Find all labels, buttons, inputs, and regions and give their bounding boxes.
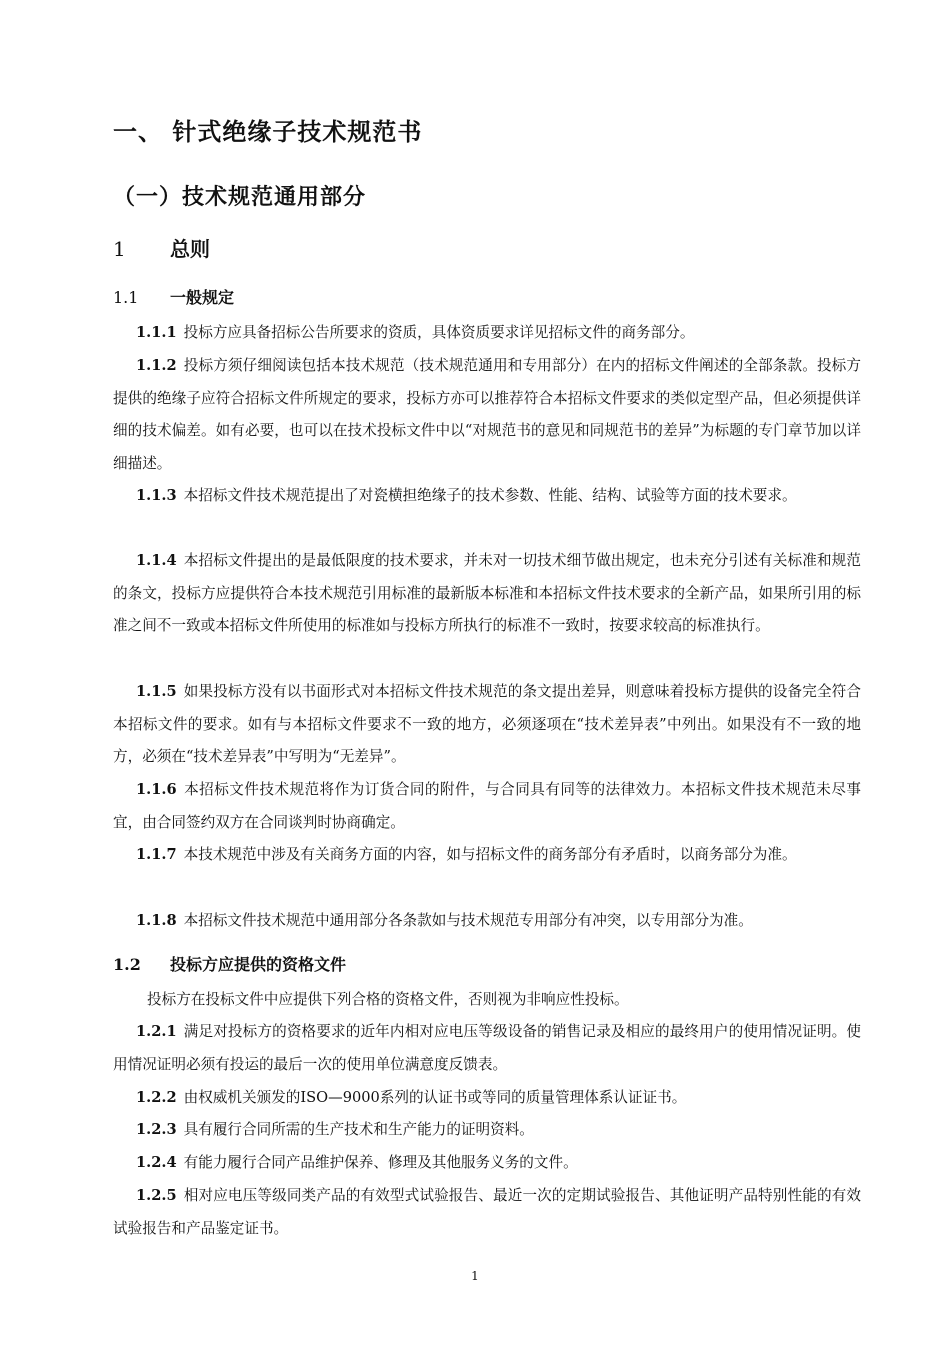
clause-text: 本招标文件技术规范中通用部分各条款如与技术规范专用部分有冲突，以专用部分为准。 <box>183 912 753 929</box>
clause-text: 具有履行合同所需的生产技术和生产能力的证明资料。 <box>183 1121 534 1138</box>
clause-number: 1.1.2 <box>136 357 177 374</box>
clause-number: 1.2.1 <box>136 1023 177 1040</box>
clause-number: 1.2.3 <box>136 1121 177 1138</box>
document-title: 一、 针式绝缘子技术规范书 <box>113 118 423 146</box>
clause-number: 1.2.2 <box>136 1089 177 1106</box>
clause-text: 由权威机关颁发的ISO—9000系列的认证书或等同的质量管理体系认证证书。 <box>183 1089 687 1106</box>
document-subtitle: （一）技术规范通用部分 <box>113 185 367 210</box>
clause-text: 本招标文件提出的是最低限度的技术要求，并未对一切技术细节做出规定，也未充分引述有关标准和规范的条文，投标方应提供符合本技术规范引用标准的最新版本标准和本招标文件技术要求的全新产品，如果所引用的标准之间不一致或本招标文件所使用的标准如与投标方所执行的标准不一致时，按要求较高的标准执行。 <box>113 552 861 634</box>
clause-1-1-4 <box>113 545 861 643</box>
section-number: 1.1 <box>113 288 139 307</box>
clause-1-2-2 <box>113 1082 861 1115</box>
clause-1-1-8 <box>113 905 861 938</box>
clause-text: 本招标文件技术规范提出了对瓷横担绝缘子的技术参数、性能、结构、试验等方面的技术要求。 <box>183 487 797 504</box>
clause-1-1-1 <box>113 317 861 350</box>
clause-number: 1.1.6 <box>136 781 177 798</box>
clause-text: 如果投标方没有以书面形式对本招标文件技术规范的条文提出差异，则意味着投标方提供的设备完全符合本招标文件的要求。如有与本招标文件要求不一致的地方，必须逐项在“技术差异表”中列出。如果没有不一致的地方，必须在“技术差异表”中写明为“无差异”。 <box>113 683 861 765</box>
clause-text: 本招标文件技术规范将作为订货合同的附件，与合同具有同等的法律效力。本招标文件技术规范未尽事宜，由合同签约双方在合同谈判时协商确定。 <box>113 781 861 831</box>
clause-number: 1.1.4 <box>136 552 177 569</box>
clause-1-1-6 <box>113 774 861 839</box>
clause-text: 满足对投标方的资格要求的近年内相对应电压等级设备的销售记录及相应的最终用户的使用情况证明。使用情况证明必须有投运的最后一次的使用单位满意度反馈表。 <box>113 1023 861 1073</box>
clause-number: 1.1.1 <box>136 324 177 341</box>
section-title: 一般规定 <box>170 288 235 307</box>
section-title: 投标方应提供的资格文件 <box>170 955 347 974</box>
clause-text: 投标方应具备招标公告所要求的资质，具体资质要求详见招标文件的商务部分。 <box>183 324 695 341</box>
clause-number: 1.2.5 <box>136 1187 177 1204</box>
clause-1-2-5 <box>113 1180 861 1245</box>
clause-text: 本技术规范中涉及有关商务方面的内容，如与招标文件的商务部分有矛盾时，以商务部分为准。 <box>183 846 797 863</box>
clause-text: 投标方须仔细阅读包括本技术规范（技术规范通用和专用部分）在内的招标文件阐述的全部条款。投标方提供的绝缘子应符合招标文件所规定的要求，投标方亦可以推荐符合本招标文件要求的类似定型产品，但必须提供详细的技术偏差。如有必要，也可以在技术投标文件中以“对规范书的意见和同规范书的差异”为标题的专门章节加以详细描述。 <box>113 357 861 472</box>
clause-1-1-3 <box>113 480 861 513</box>
clause-number: 1.1.5 <box>136 683 177 700</box>
clause-number: 1.1.7 <box>136 846 177 863</box>
section-title: 总则 <box>170 237 210 261</box>
clause-text: 相对应电压等级同类产品的有效型式试验报告、最近一次的定期试验报告、其他证明产品特别性能的有效试验报告和产品鉴定证书。 <box>113 1187 861 1237</box>
section-heading-1-2 <box>113 952 346 975</box>
section-heading-1 <box>113 233 210 262</box>
clause-1-1-7 <box>113 839 861 872</box>
clause-1-2-4 <box>113 1147 861 1180</box>
section-number: 1.2 <box>113 955 141 974</box>
clause-1-1-5 <box>113 676 861 774</box>
section-number: 1 <box>113 237 126 261</box>
clause-1-2-3 <box>113 1114 861 1147</box>
clause-number: 1.2.4 <box>136 1154 177 1171</box>
section-heading-1-1 <box>113 285 234 308</box>
clause-1-2-1 <box>113 1016 861 1081</box>
clause-number: 1.1.8 <box>136 912 177 929</box>
page-number: 1 <box>471 1269 479 1283</box>
clause-1-1-2 <box>113 350 861 480</box>
section-1-2-intro: 投标方在投标文件中应提供下列合格的资格文件，否则视为非响应性投标。 <box>147 991 629 1008</box>
clause-number: 1.1.3 <box>136 487 177 504</box>
clause-text: 有能力履行合同产品维护保养、修理及其他服务义务的文件。 <box>183 1154 578 1171</box>
